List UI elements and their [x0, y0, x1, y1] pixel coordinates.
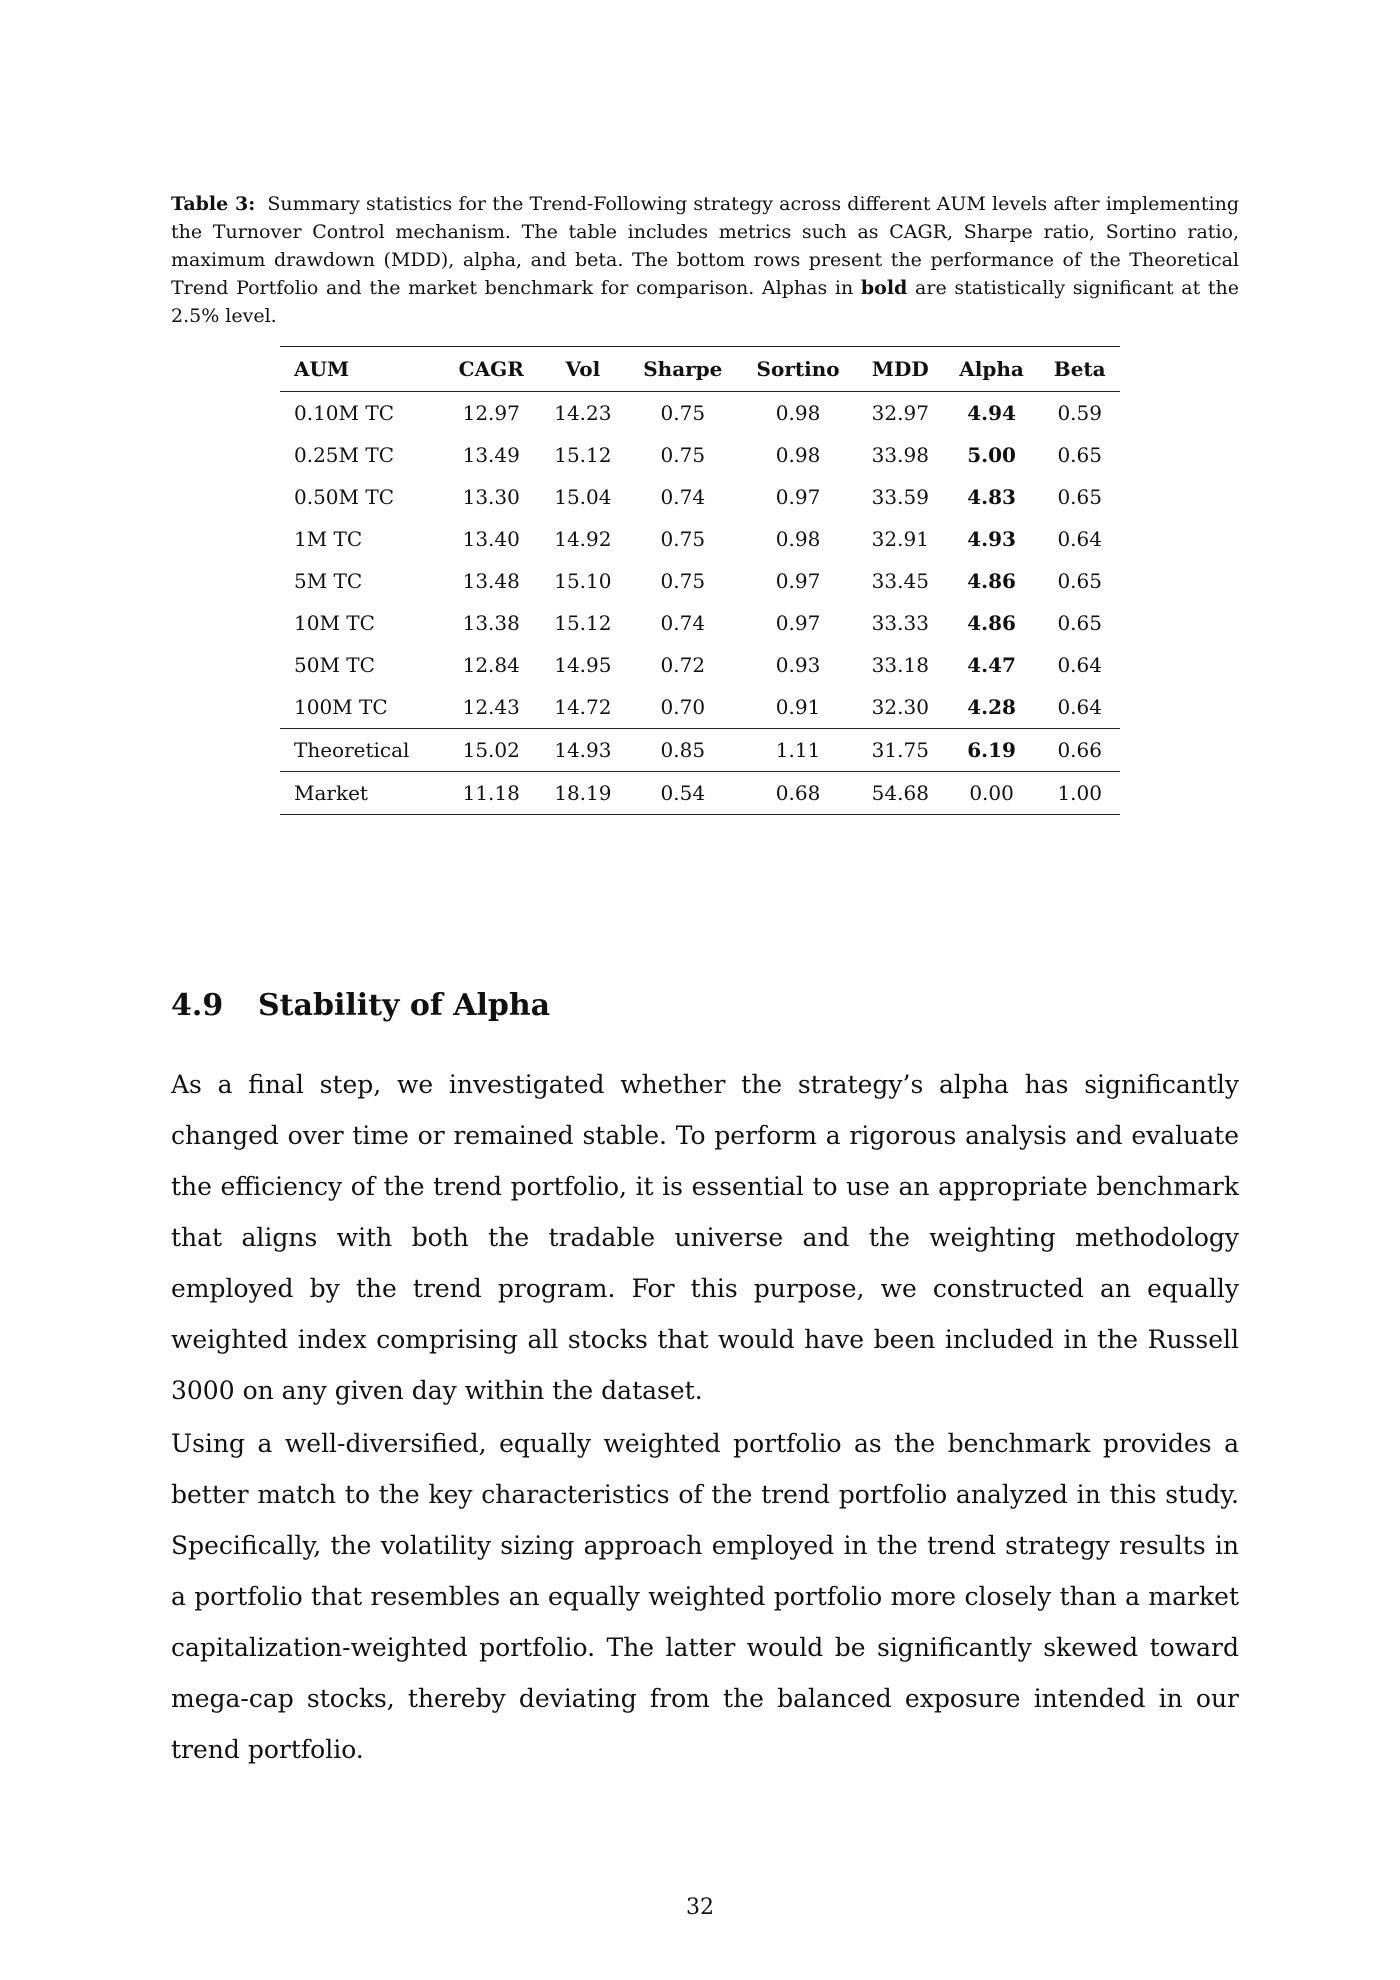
cell-sharpe: 0.85: [626, 729, 739, 772]
cell-sortino: 0.97: [775, 569, 821, 593]
cell-sharpe: 0.75: [660, 527, 706, 551]
cell-mdd: 33.33: [871, 611, 929, 635]
cell-alpha: 4.94: [967, 401, 1016, 425]
cell-vol: 15.12: [554, 611, 612, 635]
cell-aum: Theoretical: [280, 729, 443, 772]
page-number: 32: [686, 1895, 714, 1920]
header-sortino: Sortino: [739, 347, 857, 392]
cell-sharpe: 0.74: [660, 485, 706, 509]
cell-sortino: 0.97: [775, 485, 821, 509]
cell-aum: 1M TC: [294, 527, 363, 551]
cell-beta: 0.64: [1057, 527, 1102, 551]
cell-sortino: 0.98: [775, 443, 821, 467]
cell-cagr: 15.02: [443, 729, 539, 772]
cell-vol: 14.23: [554, 401, 612, 425]
table-row: [280, 686, 1120, 729]
cell-sharpe: 0.74: [660, 611, 706, 635]
table-row: [280, 518, 1120, 560]
table-caption: [171, 190, 1239, 330]
cell-sharpe: 0.72: [660, 653, 706, 677]
cell-sortino: 1.11: [739, 729, 857, 772]
cell-aum: Market: [280, 772, 443, 815]
cell-beta: 0.66: [1039, 729, 1120, 772]
cell-beta: 0.59: [1057, 401, 1102, 425]
table-row: [280, 434, 1120, 476]
cell-mdd: 33.59: [871, 485, 929, 509]
cell-mdd: 54.68: [857, 772, 944, 815]
cell-aum: 5M TC: [294, 569, 363, 593]
cell-sharpe: 0.75: [660, 569, 706, 593]
cell-mdd: 33.18: [871, 653, 929, 677]
cell-mdd: 32.91: [871, 527, 929, 551]
header-beta: Beta: [1039, 347, 1120, 392]
caption-bold-word: bold: [860, 277, 908, 299]
cell-alpha: 0.00: [944, 772, 1040, 815]
cell-cagr: 13.40: [462, 527, 520, 551]
cell-alpha: 4.28: [967, 695, 1016, 719]
summary-statistics-table: [280, 346, 1120, 815]
cell-cagr: 12.97: [462, 401, 520, 425]
table-row: [280, 392, 1120, 435]
cell-sharpe: 0.54: [626, 772, 739, 815]
cell-beta: 0.64: [1057, 653, 1102, 677]
cell-aum: 50M TC: [294, 653, 375, 677]
cell-vol: 18.19: [539, 772, 626, 815]
table-row: [280, 644, 1120, 686]
cell-sharpe: 0.75: [660, 443, 706, 467]
cell-beta: 1.00: [1039, 772, 1120, 815]
caption-label: Table 3:: [171, 193, 256, 215]
table-body: [280, 392, 1120, 815]
caption-text: Summary statistics for the Trend-Following strategy across different AUM levels after implementing the Turnover Control mechanism. The table includes metrics such as CAGR, Sharpe ratio, Sortino ratio, maximum drawdown (MDD), alpha, and beta. The bottom rows present the performance of the Theoretical Trend Portfolio and the market benchmark for comparison. Alphas in: [171, 193, 1240, 299]
cell-aum: 0.10M TC: [294, 401, 395, 425]
cell-sortino: 0.68: [739, 772, 857, 815]
header-cagr: CAGR: [443, 347, 539, 392]
cell-alpha: 5.00: [967, 443, 1016, 467]
cell-vol: 15.10: [554, 569, 612, 593]
cell-alpha: 6.19: [944, 729, 1040, 772]
table-row: [280, 729, 1120, 772]
cell-beta: 0.65: [1057, 443, 1102, 467]
cell-beta: 0.65: [1057, 569, 1102, 593]
cell-aum: 0.25M TC: [294, 443, 395, 467]
cell-vol: 15.04: [554, 485, 612, 509]
cell-sortino: 0.97: [775, 611, 821, 635]
cell-vol: 14.92: [554, 527, 612, 551]
caption-text-end: are statistically significant at the 2.5% level.: [171, 277, 1240, 327]
cell-alpha: 4.86: [967, 611, 1016, 635]
cell-mdd: 33.45: [871, 569, 929, 593]
header-sharpe: Sharpe: [626, 347, 739, 392]
cell-aum: 10M TC: [294, 611, 375, 635]
section-heading: [171, 988, 550, 1023]
cell-alpha: 4.47: [967, 653, 1016, 677]
cell-cagr: 11.18: [443, 772, 539, 815]
cell-aum: 100M TC: [294, 695, 388, 719]
cell-vol: 15.12: [554, 443, 612, 467]
cell-sharpe: 0.75: [660, 401, 706, 425]
section-title: Stability of Alpha: [258, 988, 551, 1023]
cell-cagr: 12.43: [462, 695, 520, 719]
table-header-row: [280, 347, 1120, 392]
header-mdd: MDD: [857, 347, 944, 392]
cell-cagr: 13.30: [462, 485, 520, 509]
paragraph: Using a well-diversified, equally weighted portfolio as the benchmark provides a better match to the key characteristics of the trend portfolio analyzed in this study. Specifically, the volatility sizing approach employed in the trend strategy results in a portfolio that resembles an equally weighted portfolio more closely than a market capitalization-weighted portfolio. The latter would be significantly skewed toward mega-cap stocks, thereby deviating from the balanced exposure intended in our trend portfolio.: [171, 1429, 1239, 1764]
table-row: [280, 772, 1120, 815]
cell-cagr: 12.84: [462, 653, 520, 677]
header-aum: AUM: [280, 347, 443, 392]
cell-alpha: 4.86: [967, 569, 1016, 593]
cell-sharpe: 0.70: [660, 695, 706, 719]
cell-vol: 14.93: [539, 729, 626, 772]
cell-sortino: 0.91: [775, 695, 821, 719]
cell-mdd: 32.97: [871, 401, 929, 425]
header-vol: Vol: [539, 347, 626, 392]
cell-beta: 0.65: [1057, 485, 1102, 509]
cell-vol: 14.95: [554, 653, 612, 677]
cell-beta: 0.64: [1057, 695, 1102, 719]
cell-sortino: 0.98: [775, 401, 821, 425]
section-number: 4.9: [171, 988, 224, 1023]
paragraph: As a final step, we investigated whether the strategy’s alpha has significantly changed over time or remained stable. To perform a rigorous analysis and evaluate the efficiency of the trend portfolio, it is essential to use an appropriate benchmark that aligns with both the tradable universe and the weighting methodology employed by the trend program. For this purpose, we constructed an equally weighted index comprising all stocks that would have been included in the Russell 3000 on any given day within the dataset.: [171, 1070, 1239, 1405]
cell-mdd: 33.98: [871, 443, 929, 467]
table-row: [280, 602, 1120, 644]
cell-alpha: 4.83: [967, 485, 1016, 509]
cell-cagr: 13.38: [462, 611, 520, 635]
table-row: [280, 560, 1120, 602]
cell-alpha: 4.93: [967, 527, 1016, 551]
table-row: [280, 476, 1120, 518]
cell-cagr: 13.49: [462, 443, 520, 467]
cell-aum: 0.50M TC: [294, 485, 395, 509]
cell-sortino: 0.93: [775, 653, 821, 677]
cell-mdd: 32.30: [871, 695, 929, 719]
cell-sortino: 0.98: [775, 527, 821, 551]
cell-cagr: 13.48: [462, 569, 520, 593]
cell-mdd: 31.75: [857, 729, 944, 772]
header-alpha: Alpha: [944, 347, 1040, 392]
cell-beta: 0.65: [1057, 611, 1102, 635]
cell-vol: 14.72: [554, 695, 612, 719]
